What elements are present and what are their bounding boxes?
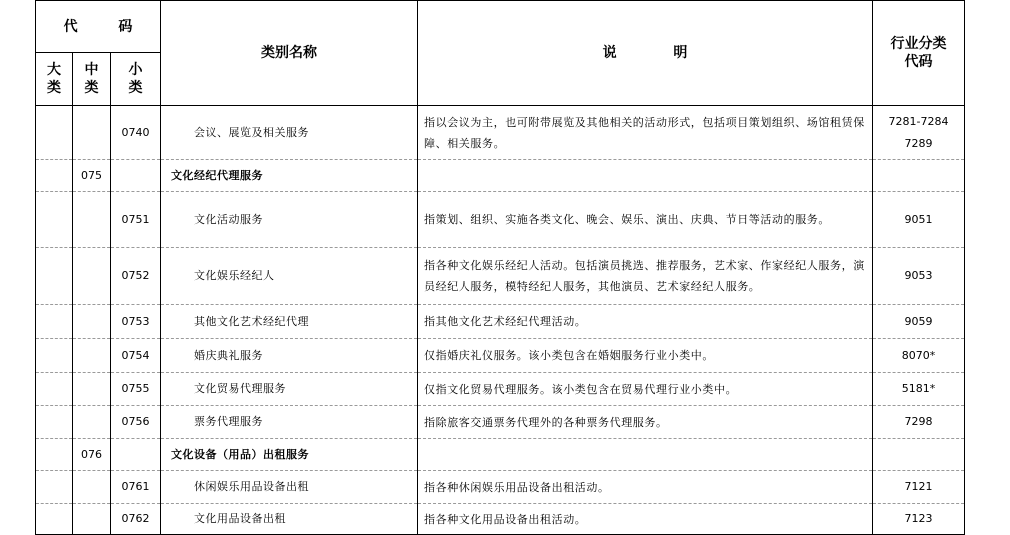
cell-industry-code: 7298 xyxy=(873,406,965,439)
cell-description: 指各种文化用品设备出租活动。 xyxy=(418,504,873,535)
cell-mid xyxy=(73,504,111,535)
cell-big xyxy=(36,106,73,160)
cell-description: 指策划、组织、实施各类文化、晚会、娱乐、演出、庆典、节日等活动的服务。 xyxy=(418,192,873,248)
cell-category-name: 文化贸易代理服务 xyxy=(161,373,418,406)
cell-big xyxy=(36,160,73,192)
cell-industry-code: 9059 xyxy=(873,305,965,339)
cell-category-name: 文化经纪代理服务 xyxy=(161,160,418,192)
table-row xyxy=(36,504,965,535)
header-description: 说 明 xyxy=(418,1,873,106)
cell-big xyxy=(36,339,73,373)
cell-description xyxy=(418,160,873,192)
cell-category-name: 文化娱乐经纪人 xyxy=(161,248,418,305)
cell-industry-code xyxy=(873,160,965,192)
cell-small: 0753 xyxy=(111,305,161,339)
cell-mid xyxy=(73,106,111,160)
header-code-group: 代 码 xyxy=(36,1,161,53)
cell-big xyxy=(36,504,73,535)
cell-category-name: 文化设备（用品）出租服务 xyxy=(161,439,418,471)
cell-category-name: 票务代理服务 xyxy=(161,406,418,439)
cell-big xyxy=(36,471,73,504)
industry-code-line: 7281-7284 xyxy=(888,114,949,128)
table-row xyxy=(36,248,965,305)
cell-mid xyxy=(73,471,111,504)
cell-industry-code: 7121 xyxy=(873,471,965,504)
cell-small: 0751 xyxy=(111,192,161,248)
cell-mid: 075 xyxy=(73,160,111,192)
cell-big xyxy=(36,373,73,406)
cell-mid: 076 xyxy=(73,439,111,471)
cell-big xyxy=(36,192,73,248)
header-small-class: 小类 xyxy=(111,53,161,106)
cell-small: 0762 xyxy=(111,504,161,535)
header-mid-class: 中类 xyxy=(73,53,111,106)
cell-description: 指其他文化艺术经纪代理活动。 xyxy=(418,305,873,339)
cell-description: 指以会议为主，也可附带展览及其他相关的活动形式，包括项目策划组织、场馆租赁保障、相关服务。 xyxy=(418,106,873,160)
header-big-class: 大类 xyxy=(36,53,73,106)
cell-small: 0755 xyxy=(111,373,161,406)
table-row xyxy=(36,192,965,248)
table-row xyxy=(36,339,965,373)
cell-description: 仅指文化贸易代理服务。该小类包含在贸易代理行业小类中。 xyxy=(418,373,873,406)
table-row xyxy=(36,406,965,439)
cell-small xyxy=(111,439,161,471)
cell-big xyxy=(36,248,73,305)
cell-industry-code xyxy=(873,106,965,160)
cell-big xyxy=(36,439,73,471)
cell-description: 指各种文化娱乐经纪人活动。包括演员挑选、推荐服务，艺术家、作家经纪人服务，演员经纪人服务，模特经纪人服务，其他演员、艺术家经纪人服务。 xyxy=(418,248,873,305)
cell-category-name: 文化用品设备出租 xyxy=(161,504,418,535)
cell-category-name: 其他文化艺术经纪代理 xyxy=(161,305,418,339)
cell-big xyxy=(36,406,73,439)
cell-category-name: 休闲娱乐用品设备出租 xyxy=(161,471,418,504)
table-row xyxy=(36,471,965,504)
table-row xyxy=(36,160,965,192)
cell-mid xyxy=(73,192,111,248)
table-row xyxy=(36,106,965,160)
cell-mid xyxy=(73,406,111,439)
cell-industry-code: 8070* xyxy=(873,339,965,373)
cell-category-name: 文化活动服务 xyxy=(161,192,418,248)
cell-small: 0752 xyxy=(111,248,161,305)
cell-mid xyxy=(73,248,111,305)
cell-description: 指各种休闲娱乐用品设备出租活动。 xyxy=(418,471,873,504)
cell-industry-code: 5181* xyxy=(873,373,965,406)
industry-code-line: 7289 xyxy=(904,136,933,150)
table-row xyxy=(36,373,965,406)
cell-small: 0754 xyxy=(111,339,161,373)
cell-big xyxy=(36,305,73,339)
cell-industry-code: 9053 xyxy=(873,248,965,305)
header-category-name: 类别名称 xyxy=(161,1,418,106)
table-row xyxy=(36,439,965,471)
cell-industry-code xyxy=(873,439,965,471)
cell-industry-code: 7123 xyxy=(873,504,965,535)
cell-mid xyxy=(73,339,111,373)
cell-category-name: 会议、展览及相关服务 xyxy=(161,106,418,160)
cell-mid xyxy=(73,305,111,339)
table-row xyxy=(36,305,965,339)
cell-description: 指除旅客交通票务代理外的各种票务代理服务。 xyxy=(418,406,873,439)
cell-mid xyxy=(73,373,111,406)
cell-small: 0756 xyxy=(111,406,161,439)
cell-category-name: 婚庆典礼服务 xyxy=(161,339,418,373)
cell-small xyxy=(111,160,161,192)
cell-small: 0761 xyxy=(111,471,161,504)
cell-small: 0740 xyxy=(111,106,161,160)
cell-description xyxy=(418,439,873,471)
cell-description: 仅指婚庆礼仪服务。该小类包含在婚姻服务行业小类中。 xyxy=(418,339,873,373)
header-industry-code: 行业分类代码 xyxy=(873,1,965,106)
classification-table xyxy=(35,0,965,535)
cell-industry-code: 9051 xyxy=(873,192,965,248)
